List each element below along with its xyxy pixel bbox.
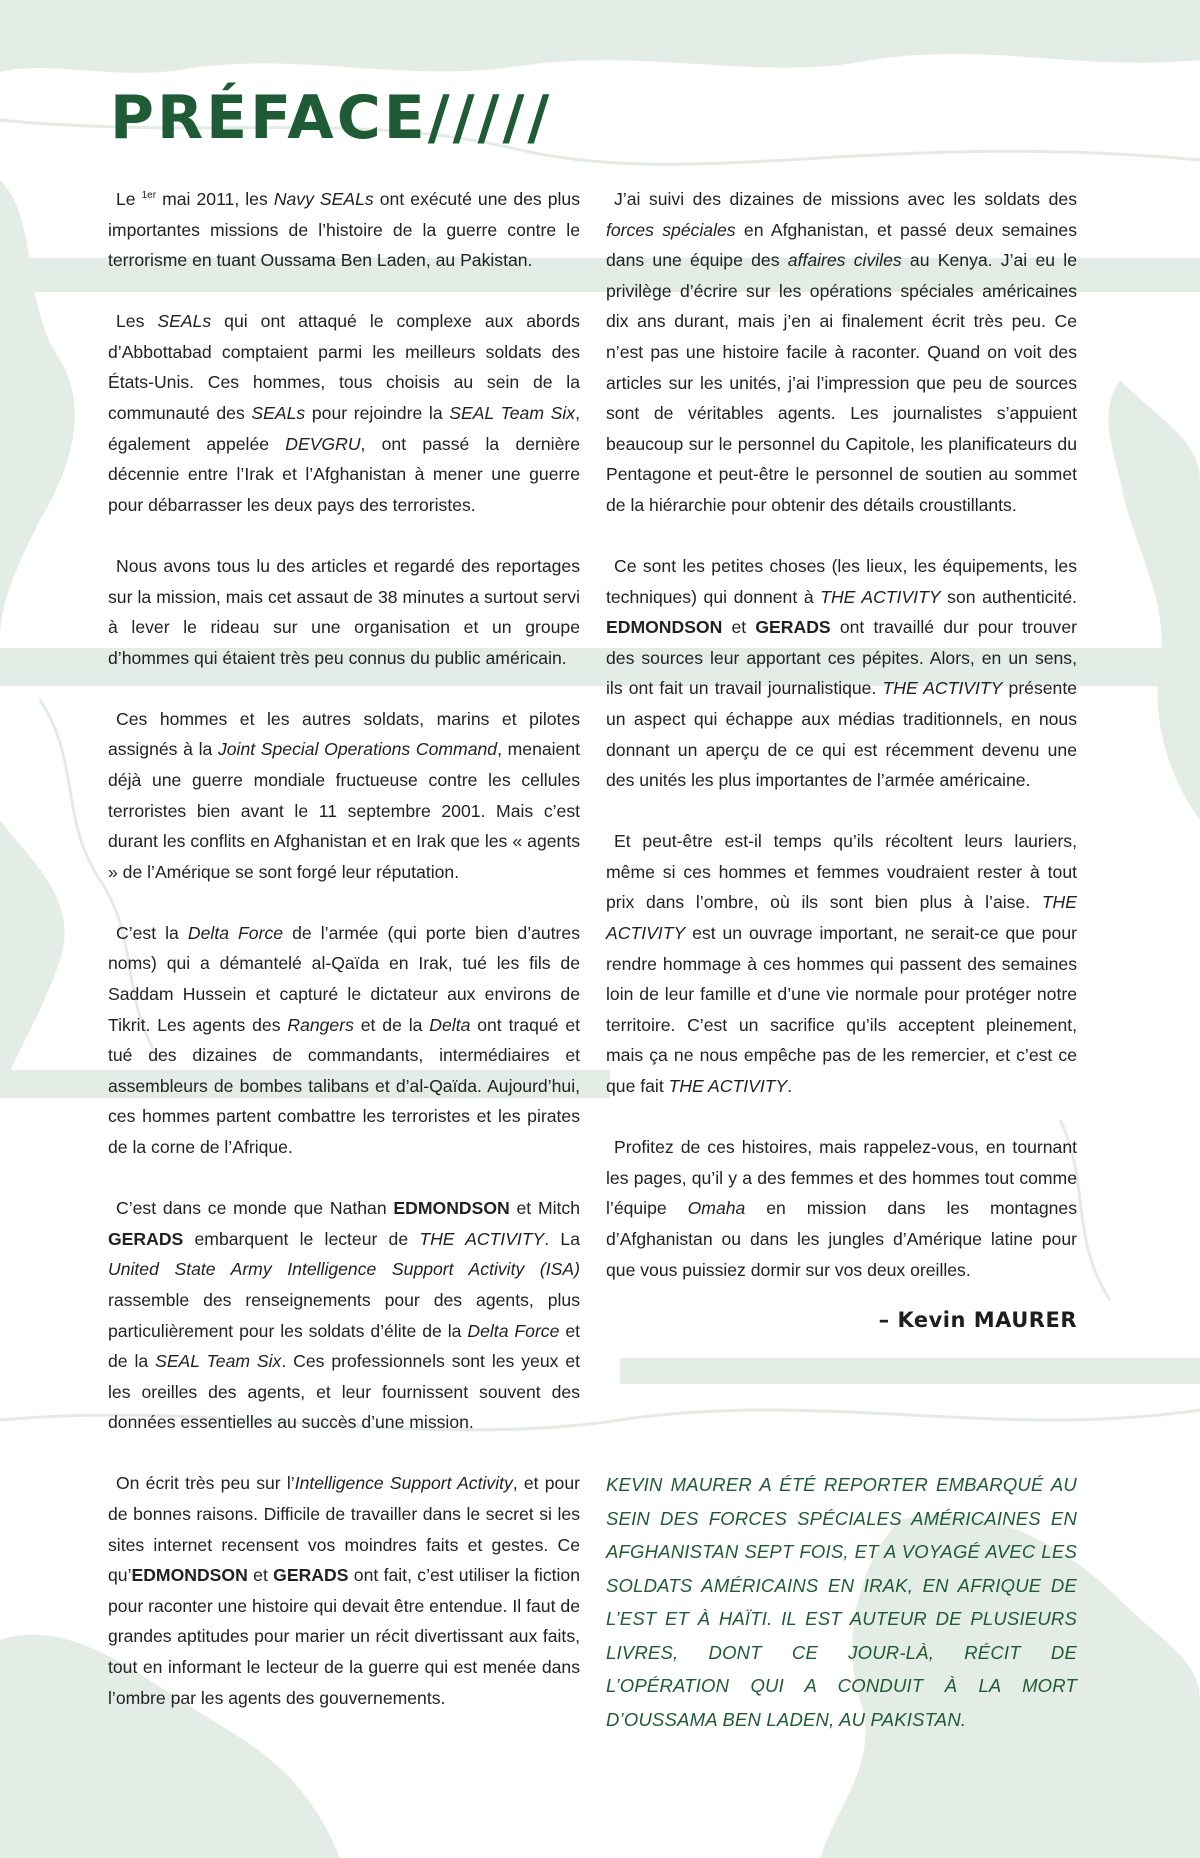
paragraph: Nous avons tous lu des articles et regardé des reportages sur la mission, mais cet assaut de 38 minutes a surtout servi à lever le rideau sur une organisation et un groupe d’hommes qui étaient très peu connus du public américain.: [108, 555, 580, 668]
left-text-column: [108, 184, 580, 1713]
right-text-column: [606, 184, 1077, 1285]
author-bio: KEVIN MAURER A ÉTÉ REPORTER EMBARQUÉ AU SEIN DES FORCES SPÉCIALES AMÉRICAINES EN AFGHANISTAN SEPT FOIS, ET A VOYAGÉ AVEC LES SOLDATS AMÉRICAINS EN IRAK, EN AFRIQUE DE L’EST ET À HAÏTI. IL EST AUTEUR DE PLUSIEURS LIVRES, DONT CE JOUR-LÀ, RÉCIT DE L’OPÉRATION QUI A CONDUIT À LA MORT D’OUSSAMA BEN LADEN, AU PAKISTAN.: [606, 1474, 1077, 1730]
paragraph: Le $^{1er}$ mai 2011, les Navy SEALs ont exécuté une des plus importantes missions de l’histoire de la guerre contre le terrorisme en tuant Oussama Ben Laden, au Pakistan.: [108, 189, 581, 271]
paragraph: Profitez de ces histoires, mais rappelez-vous, en tournant les pages, qu’il y a des femmes et des hommes tout comme l’équipe Omaha en mission dans les montagnes d’Afghanistan ou dans les jungles d’Amérique latine pour que vous puissiez dormir sur vos deux oreilles.: [606, 1137, 1077, 1280]
page-title: PRÉFACE/////: [110, 83, 553, 153]
paragraph: J’ai suivi des dizaines de missions avec les soldats des forces spéciales en Afghanistan, et passé deux semaines dans une équipe des affaires civiles au Kenya. J’ai eu le privilège d’écrire sur les opérations spéciales américaines dix ans durant, mais j’en ai finalement écrit très peu. Ce n’est pas une histoire facile à raconter. Quand on voit des articles sur les unités, j’ai l’impression que peu de sources sont de véritables agents. Les journalistes s’appuient beaucoup sur le personnel du Capitole, les planificateurs du Pentagone et peut-être le personnel de soutien au sommet de la hiérarchie pour obtenir des détails croustillants.: [606, 189, 1078, 515]
paragraph: Ce sont les petites choses (les lieux, les équipements, les techniques) qui donnent à THE ACTIVITY son authenticité. EDMONDSON et GERADS ont travaillé dur pour trouver des sources leur apportant ces pépites. Alors, en un sens, ils ont fait un travail journalistique. THE ACTIVITY présente un aspect qui échappe aux médias traditionnels, en nous donnant un aperçu de ce qui est récemment devenu une des unités les plus importantes de l’armée américaine.: [606, 556, 1078, 791]
paragraph: On écrit très peu sur l’Intelligence Support Activity, et pour de bonnes raisons. Difficile de travailler dans le secret si les sites internet recensent vos moindres faits et gestes. Ce qu’EDMONDSON et GERADS ont fait, c’est utiliser la fiction pour raconter une histoire qui devait être entendue. Il faut de grandes aptitudes pour marier un récit divertissant aux faits, tout en informant le lecteur de la guerre qui est menée dans l’ombre par les agents des gouvernements.: [108, 1473, 580, 1708]
paragraph: Ces hommes et les autres soldats, marins et pilotes assignés à la Joint Special Operations Command, menaient déjà une guerre mondiale fructueuse contre les cellules terroristes bien avant le 11 septembre 2001. Mais c’est durant les conflits en Afghanistan et en Irak que les « agents » de l’Amérique se sont forgé leur réputation.: [108, 708, 581, 882]
paragraph: Les SEALs qui ont attaqué le complexe aux abords d’Abbottabad comptaient parmi les meilleurs soldats des États-Unis. Ces hommes, tous choisis au sein de la communauté des SEALs pour rejoindre la SEAL Team Six, également appelée DEVGRU, ont passé la dernière décennie entre l’Irak et l’Afghanistan à mener une guerre pour débarrasser les deux pays des terroristes.: [108, 311, 580, 515]
paragraph: Et peut-être est-il temps qu’ils récoltent leurs lauriers, même si ces hommes et femmes voudraient rester à tout prix dans l’ombre, où ils sont bien plus à l’aise. THE ACTIVITY est un ouvrage important, ne serait-ce que pour rendre hommage à ces hommes qui passent des semaines loin de leur famille et d’une vie normale pour protéger notre territoire. C’est un sacrifice qu’ils acceptent pleinement, mais ça ne nous empêche pas de les remercier, et c’est ce que fait THE ACTIVITY.: [606, 831, 1077, 1097]
paragraph: C’est dans ce monde que Nathan EDMONDSON et Mitch GERADS embarquent le lecteur de THE ACTIVITY. La United State Army Intelligence Support Activity (ISA) rassemble des renseignements pour des agents, plus particulièrement pour les soldats d’élite de la Delta Force et de la SEAL Team Six. Ces professionnels sont les yeux et les oreilles des agents, et leur fournissent souvent des données essentielles au succès d’une mission.: [108, 1198, 581, 1433]
author-signature: – Kevin MAURER: [878, 1308, 1077, 1332]
paragraph: C’est la Delta Force de l’armée (qui porte bien d’autres noms) qui a démantelé al-Qaïda en Irak, tué les fils de Saddam Hussein et capturé le dictateur aux environs de Tikrit. Les agents des Rangers et de la Delta ont traqué et tué des dizaines de commandants, intermédiaires et assembleurs de bombes talibans et d’al-Qaïda. Aujourd’hui, ces hommes partent combattre les terroristes et les pirates de la corne de l’Afrique.: [108, 922, 580, 1158]
